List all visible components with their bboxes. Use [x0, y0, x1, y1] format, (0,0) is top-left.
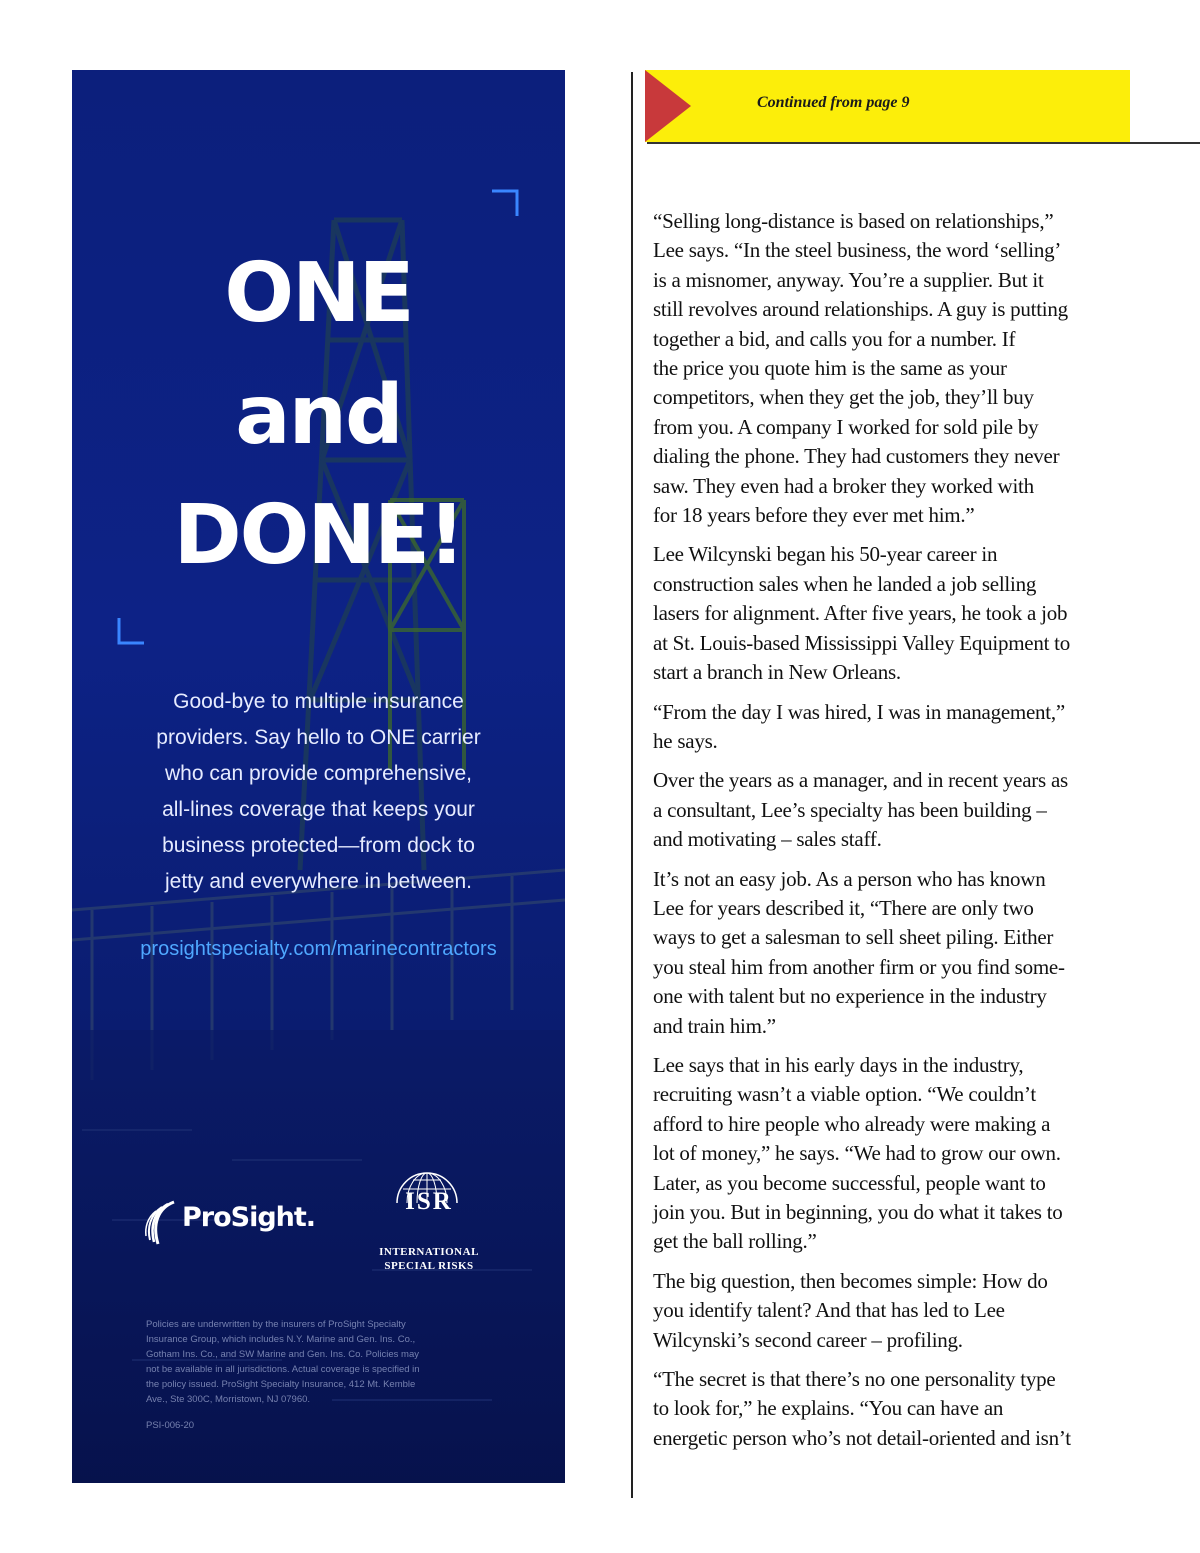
text-line: The big question, then becomes simple: How do	[653, 1268, 1048, 1293]
text-line: from you. A company I worked for sold pile by	[653, 414, 1039, 439]
text-line: energetic person who’s not detail-oriented and isn’t	[653, 1425, 1071, 1450]
ad-url-link[interactable]: prosightspecialty.com/marinecontractors	[140, 938, 497, 960]
text-line: “From the day I was hired, I was in management,”	[653, 699, 1065, 724]
text-line: still revolves around relationships. A guy is putting	[653, 297, 1068, 322]
fine-print-line: Ave., Ste 300C, Morristown, NJ 07960.	[146, 1394, 311, 1405]
article-paragraph	[653, 540, 1130, 687]
article-paragraph	[653, 766, 1130, 854]
fine-print-line: not be available in all jurisdictions. Actual coverage is specified in	[146, 1364, 420, 1375]
text-line: and motivating – sales staff.	[653, 827, 882, 852]
ad-body-line: jetty and everywhere in between.	[164, 870, 472, 893]
ad-code: PSI-006-20	[146, 1420, 195, 1431]
text-line: together a bid, and calls you for a number. If	[653, 326, 1016, 351]
text-line: you steal him from another firm or you find some-	[653, 954, 1065, 979]
ad-body-line: providers. Say hello to ONE carrier	[156, 726, 481, 749]
text-line: lot of money,” he says. “We had to grow our own.	[653, 1141, 1061, 1166]
text-line: “Selling long-distance is based on relationships,”	[653, 209, 1054, 233]
isr-name-line: SPECIAL RISKS	[384, 1260, 474, 1272]
text-line: a consultant, Lee’s specialty has been building –	[653, 797, 1047, 822]
article-body	[653, 207, 1130, 1463]
text-line: afford to hire people who already were making a	[653, 1111, 1051, 1136]
text-line: competitors, when they get the job, they’ll buy	[653, 385, 1034, 410]
text-line: lasers for alignment. After five years, he took a job	[653, 601, 1068, 626]
text-line: Wilcynski’s second career – profiling.	[653, 1327, 963, 1352]
text-line: recruiting wasn’t a viable option. “We couldn’t	[653, 1082, 1036, 1107]
fine-print-line: Policies are underwritten by the insurers of ProSight Specialty	[146, 1319, 406, 1330]
prosight-logo-icon	[144, 1198, 184, 1248]
article-paragraph	[653, 698, 1130, 757]
ad-headline-line-2: and	[235, 368, 402, 463]
insurance-advertisement	[72, 70, 565, 1483]
text-line: is a misnomer, anyway. You’re a supplier. But it	[653, 267, 1044, 292]
column-divider	[631, 72, 633, 1498]
fine-print-line: the policy issued. ProSight Specialty Insurance, 412 Mt. Kemble	[146, 1379, 416, 1390]
text-line: Over the years as a manager, and in recent years as	[653, 768, 1068, 793]
text-line: one with talent but no experience in the industry	[653, 984, 1047, 1009]
ad-body-line: business protected—from dock to	[162, 834, 475, 857]
ad-body-line: who can provide comprehensive,	[164, 762, 472, 785]
prosight-logo-text: ProSight.	[182, 1202, 316, 1233]
fine-print-line: Insurance Group, which includes N.Y. Marine and Gen. Ins. Co.,	[146, 1334, 416, 1345]
text-line: Lee says that in his early days in the industry,	[653, 1052, 1024, 1077]
text-line: join you. But in beginning, you do what it takes to	[653, 1200, 1063, 1224]
isr-logo-name	[364, 1245, 494, 1273]
text-line: at St. Louis-based Mississippi Valley Equipment to	[653, 630, 1071, 655]
article-paragraph	[653, 865, 1130, 1041]
text-line: “The secret is that there’s no one personality type	[653, 1367, 1056, 1392]
text-line: the price you quote him is the same as your	[653, 356, 1007, 381]
corner-bracket-top-right	[490, 188, 520, 218]
text-line: and train him.”	[653, 1013, 776, 1038]
ad-body-copy	[112, 684, 525, 900]
isr-logo-abbr: ISR	[405, 1188, 453, 1215]
corner-bracket-bottom-left	[116, 616, 146, 646]
text-line: saw. They even had a broker they worked with	[653, 473, 1034, 498]
text-line: for 18 years before they ever met him.”	[653, 503, 975, 528]
fine-print-line: Gotham Ins. Co., and SW Marine and Gen. Ins. Co. Policies may	[146, 1349, 419, 1360]
article-paragraph	[653, 1365, 1130, 1453]
text-line: It’s not an easy job. As a person who has known	[653, 866, 1046, 891]
text-line: Lee for years described it, “There are only two	[653, 895, 1034, 920]
ad-headline-line-3: DONE!	[173, 488, 464, 583]
text-line: Later, as you become successful, people want to	[653, 1170, 1046, 1195]
text-line: dialing the phone. They had customers they never	[653, 444, 1060, 469]
ad-body-line: Good-bye to multiple insurance	[173, 690, 464, 713]
text-line: Lee Wilcynski began his 50-year career in	[653, 542, 998, 567]
article-paragraph	[653, 207, 1130, 530]
continued-from-label: Continued from page 9	[757, 94, 910, 111]
text-line: you identify talent? And that has led to Lee	[653, 1298, 1005, 1323]
text-line: get the ball rolling.”	[653, 1229, 817, 1254]
text-line: start a branch in New Orleans.	[653, 660, 901, 685]
ad-fine-print	[146, 1317, 491, 1407]
banner-underline	[647, 142, 1200, 144]
text-line: ways to get a salesman to sell sheet piling. Either	[653, 925, 1054, 950]
article-paragraph	[653, 1267, 1130, 1355]
ad-headline-line-1: ONE	[224, 246, 413, 341]
text-line: construction sales when he landed a job selling	[653, 571, 1037, 596]
ad-body-line: all-lines coverage that keeps your	[162, 798, 475, 821]
text-line: he says.	[653, 728, 718, 753]
text-line: to look for,” he explains. “You can have an	[653, 1396, 1004, 1421]
banner-arrow-icon	[645, 70, 695, 142]
text-line: Lee says. “In the steel business, the word ‘selling’	[653, 238, 1062, 263]
article-paragraph	[653, 1051, 1130, 1257]
isr-name-line: INTERNATIONAL	[379, 1246, 479, 1258]
